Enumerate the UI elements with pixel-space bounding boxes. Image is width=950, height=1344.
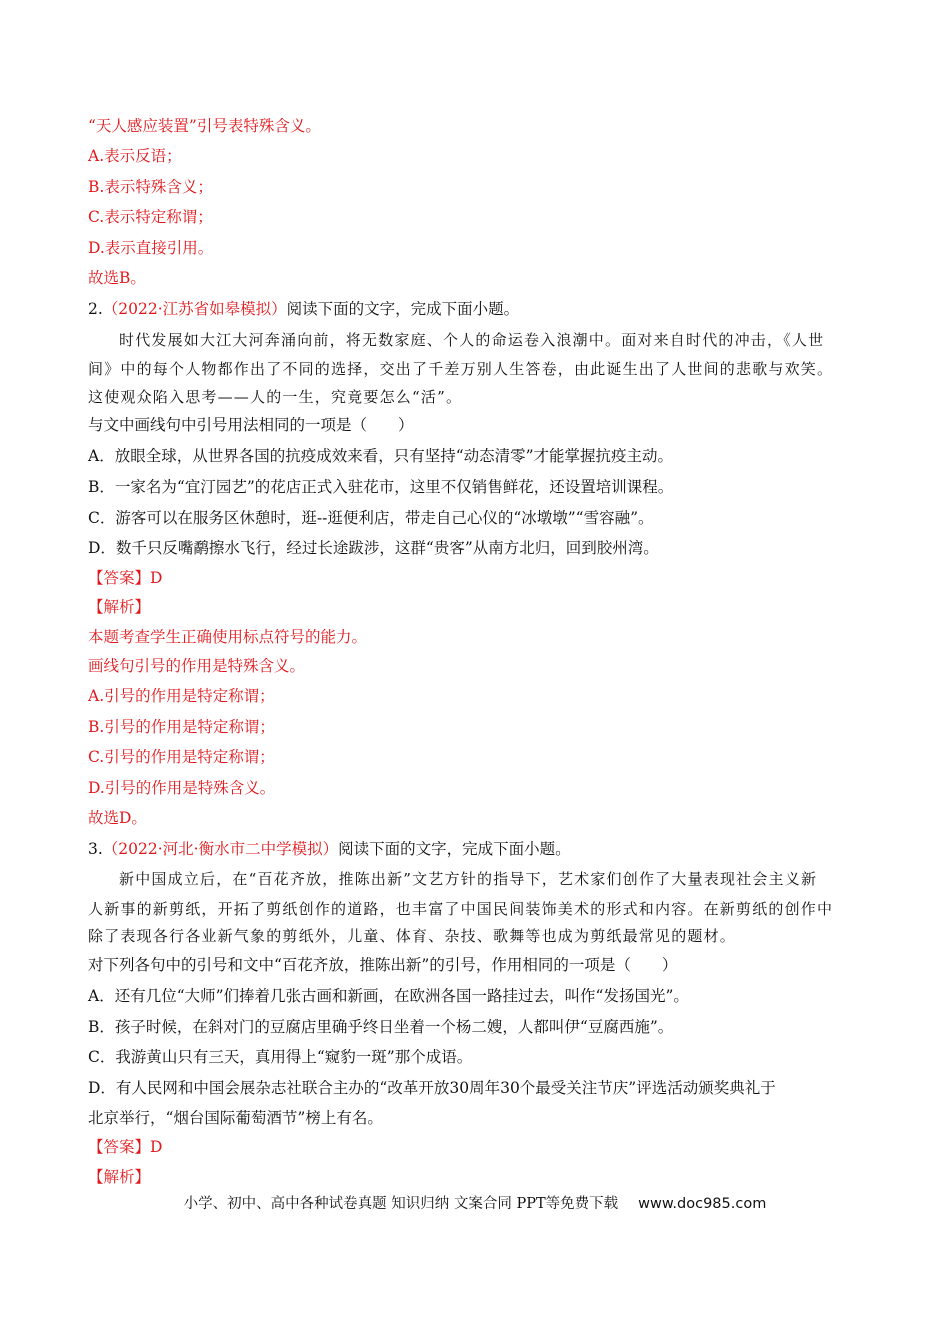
q2-passage-line: 间》中的每个人物都作出了不同的选择，交出了千差万别人生答卷，由此诞生出了人世间的悲歌与欢笑。 <box>88 360 834 378</box>
q3-passage-line: 人新事的新剪纸，开拓了剪纸创作的道路，也丰富了中国民间装饰美术的形式和内容。在新剪纸的创作中 <box>88 900 834 918</box>
q3-passage-line: 新中国成立后，在“百花齐放，推陈出新”文艺方针的指导下，艺术家们创作了大量表现社会主义新 <box>119 870 818 888</box>
q3-option-d: D．有人民网和中国会展杂志社联合主办的“改革开放30周年30个最受关注节庆”评选活动颁奖典礼于 <box>88 1079 776 1097</box>
q1-analysis-a: A.表示反语； <box>88 147 182 165</box>
q2-option-d: D．数千只反嘴鹬擦水飞行，经过长途跋涉，这群“贵客”从南方北归，回到胶州湾。 <box>88 539 659 557</box>
footer-text: 小学、初中、高中各种试卷真题 知识归纳 文案合同 PPT等免费下载 <box>183 1196 619 1212</box>
q3-option-b: B．孩子时候，在斜对门的豆腐店里确乎终日坐着一个杨二嫂，人都叫伊“豆腐西施”。 <box>88 1018 674 1036</box>
q2-passage-line: 时代发展如大江大河奔涌向前，将无数家庭、个人的命运卷入浪潮中。面对来自时代的冲击，《人世 <box>119 331 825 349</box>
footer-link[interactable]: www.doc985.com <box>638 1196 767 1212</box>
q3-answer: 【答案】D <box>88 1138 163 1156</box>
q1-analysis-line: “天人感应装置”引号表特殊含义。 <box>88 117 321 135</box>
q2-analysis-line: 本题考查学生正确使用标点符号的能力。 <box>88 628 368 646</box>
q1-analysis-d: D.表示直接引用。 <box>88 239 214 257</box>
q2-question: 与文中画线句中引号用法相同的一项是（ ） <box>88 416 414 434</box>
q1-analysis-c: C.表示特定称谓； <box>88 208 213 226</box>
q3-header <box>88 838 571 860</box>
q2-option-a: A．放眼全球，从世界各国的抗疫成效来看，只有坚持“动态清零”才能掌握抗疫主动。 <box>88 447 674 465</box>
q2-analysis-line: 画线句引号的作用是特殊含义。 <box>88 657 306 675</box>
q2-option-b: B．一家名为“宜汀园艺”的花店正式入驻花市，这里不仅销售鲜花，还设置培训课程。 <box>88 478 674 496</box>
q3-number: 3. <box>88 840 103 858</box>
q3-question: 对下列各句中的引号和文中“百花齐放，推陈出新”的引号，作用相同的一项是（ ） <box>88 956 678 974</box>
q3-option-d-cont: 北京举行，“烟台国际葡萄酒节”榜上有名。 <box>88 1109 383 1127</box>
q1-analysis-b: B.表示特殊含义； <box>88 178 213 196</box>
q3-instruction: 阅读下面的文字，完成下面小题。 <box>338 840 571 858</box>
q3-passage-line: 除了表现各行各业新气象的剪纸外，儿童、体育、杂技、歌舞等也成为剪纸最常见的题材。 <box>88 927 737 945</box>
q3-option-a: A．还有几位“大师”们捧着几张古画和新画，在欧洲各国一路挂过去，叫作“发扬国光”。 <box>88 987 689 1005</box>
q2-source: （2022·江苏省如皋模拟） <box>102 300 287 318</box>
q1-conclusion: 故选B。 <box>88 269 146 287</box>
q2-analysis-label: 【解析】 <box>88 598 151 616</box>
q3-option-c: C．我游黄山只有三天，真用得上“窥豹一斑”那个成语。 <box>88 1048 473 1066</box>
q2-passage-line: 这使观众陷入思考——人的一生，究竟要怎么“活”。 <box>88 388 463 406</box>
q2-number: 2. <box>88 300 103 318</box>
q2-analysis-line: D.引号的作用是特殊含义。 <box>88 779 276 797</box>
q2-instruction: 阅读下面的文字，完成下面小题。 <box>286 300 520 318</box>
page-footer <box>0 1192 950 1213</box>
q2-analysis-line: B.引号的作用是特定称谓； <box>88 718 275 736</box>
q2-analysis-line: A.引号的作用是特定称谓； <box>88 687 275 705</box>
q3-source: （2022·河北·衡水市二中学模拟） <box>102 840 339 858</box>
q2-analysis-line: C.引号的作用是特定称谓； <box>88 748 275 766</box>
q2-option-c: C．游客可以在服务区休憩时，逛--逛便利店，带走自己心仪的“冰墩墩”“雪容融”。 <box>88 509 654 527</box>
q2-conclusion: 故选D。 <box>88 809 147 827</box>
q2-answer: 【答案】D <box>88 569 163 587</box>
q3-analysis-label: 【解析】 <box>88 1168 151 1186</box>
q2-header <box>88 298 519 320</box>
